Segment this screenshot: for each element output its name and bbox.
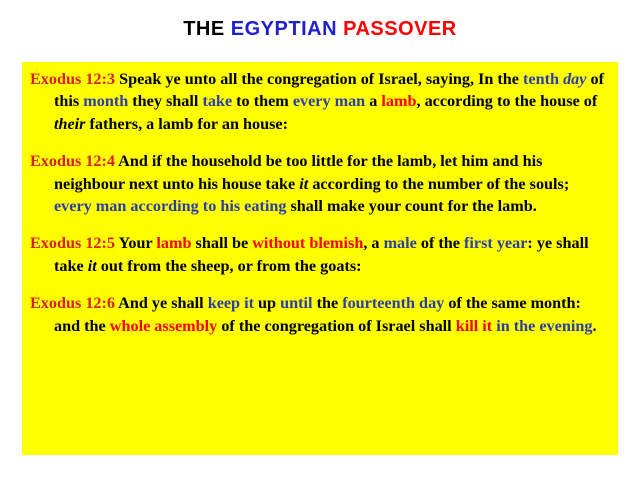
verse-text: And ye shall	[115, 294, 208, 313]
verse-text: , a	[363, 234, 384, 253]
verse-text: .	[592, 316, 597, 335]
verse-highlight: male	[383, 234, 417, 253]
verse-text: to them	[232, 92, 293, 111]
verse-paragraph	[30, 292, 608, 337]
verse-text: they shall	[128, 92, 203, 111]
verse-text: of the congregation of Israel shall	[217, 316, 456, 335]
verse-highlight: fourteenth day	[342, 294, 445, 313]
verse-highlight: tenth	[523, 70, 560, 88]
verse-text: Speak ye unto all the congregation of Israel, saying, In the	[115, 70, 524, 88]
verse-highlight: without blemish	[252, 234, 364, 253]
scripture-box	[22, 62, 618, 455]
verse-text: a	[365, 92, 382, 111]
verse-text: And if the household be too little for the lamb, let him and his neighbour next unto his house take	[54, 152, 543, 193]
verse-highlight: month	[83, 92, 129, 111]
verse-text: : ye shall take	[54, 234, 589, 275]
verse-text: shall make your count for the lamb.	[286, 197, 537, 216]
verse-highlight: it	[87, 256, 97, 275]
verse-text: of this	[54, 70, 604, 111]
verse-text: out from the sheep, or from the goats:	[96, 256, 362, 275]
verse-highlight: every man	[292, 92, 366, 111]
verse-paragraph	[30, 150, 608, 217]
verse-text: of the same month: and the	[54, 294, 581, 335]
verse-highlight: keep it	[207, 294, 254, 313]
verse-highlight: day	[563, 70, 587, 88]
verse-reference: Exodus 12:6	[30, 294, 116, 313]
verse-highlight: first year	[464, 234, 528, 253]
verse-highlight: lamb	[156, 234, 192, 253]
verse-text: , according to the house of	[416, 92, 598, 111]
verse-highlight: their	[54, 114, 86, 133]
verse-text: Your	[115, 234, 157, 253]
verse-reference: Exodus 12:4	[30, 152, 116, 171]
page-title	[0, 18, 640, 41]
title-egyptian: EGYPTIAN	[230, 18, 338, 40]
verse-highlight: take	[202, 92, 233, 111]
verse-text: the	[312, 294, 343, 313]
verse-highlight: until	[280, 294, 313, 313]
verse-text: fathers, a lamb for an house:	[85, 114, 288, 133]
title-passover: PASSOVER	[343, 18, 457, 40]
verse-text: according to the number of the souls;	[308, 174, 570, 193]
verse-paragraph	[30, 232, 608, 277]
verse-reference: Exodus 12:3	[30, 70, 116, 88]
verse-text: shall be	[191, 234, 253, 253]
title-the: THE	[183, 18, 231, 40]
verse-reference: Exodus 12:5	[30, 234, 116, 253]
verse-text: up	[254, 294, 281, 313]
verse-highlight: whole assembly	[109, 316, 218, 335]
verse-text: of the	[416, 234, 465, 253]
verse-highlight: every man according to his eating	[54, 197, 287, 216]
verse-highlight: in the evening	[496, 316, 593, 335]
verse-highlight: lamb	[381, 92, 417, 111]
verse-highlight: kill it	[455, 316, 493, 335]
verse-highlight: it	[299, 174, 309, 193]
verse-paragraph	[30, 68, 608, 135]
